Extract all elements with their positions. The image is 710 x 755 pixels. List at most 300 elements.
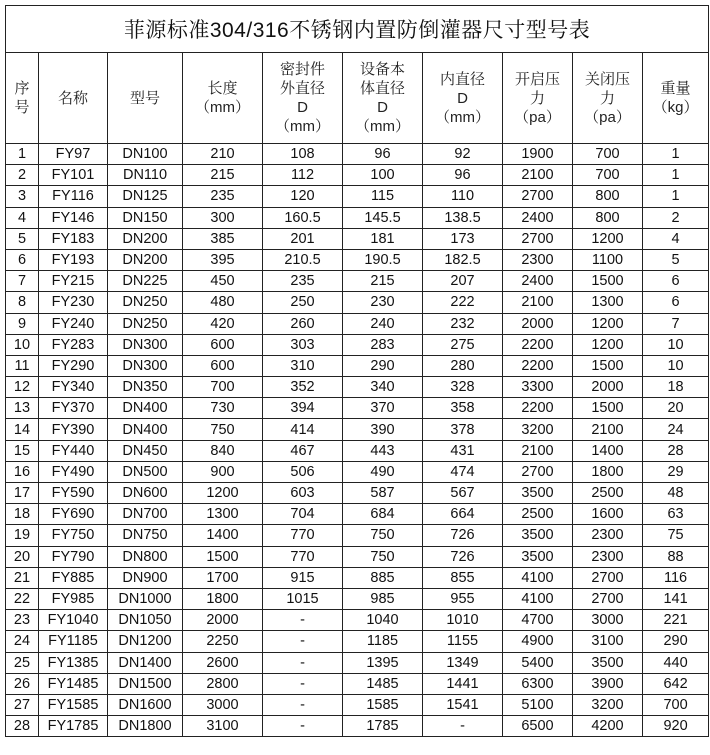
cell-name: FY193	[39, 249, 108, 270]
cell-name: FY101	[39, 165, 108, 186]
cell-weight: 290	[643, 631, 709, 652]
cell-opening-pressure: 2200	[503, 355, 573, 376]
table-row	[6, 631, 709, 652]
table-row	[6, 292, 709, 313]
cell-name: FY240	[39, 313, 108, 334]
cell-closing-pressure: 3200	[573, 694, 643, 715]
cell-inner-diameter: -	[423, 716, 503, 737]
cell-model: DN600	[108, 483, 183, 504]
header-line: 型号	[129, 89, 160, 107]
cell-name: FY750	[39, 525, 108, 546]
cell-name: FY1785	[39, 716, 108, 737]
cell-body-diameter: 750	[343, 525, 423, 546]
cell-seal-outer-diameter: 414	[263, 419, 343, 440]
header-line: D	[457, 89, 468, 107]
cell-inner-diameter: 474	[423, 461, 503, 482]
cell-model: DN450	[108, 440, 183, 461]
cell-opening-pressure: 2200	[503, 334, 573, 355]
cell-closing-pressure: 2000	[573, 377, 643, 398]
cell-body-diameter: 370	[343, 398, 423, 419]
cell-weight: 5	[643, 249, 709, 270]
cell-weight: 7	[643, 313, 709, 334]
cell-index: 11	[6, 355, 39, 376]
cell-length: 235	[183, 186, 263, 207]
cell-body-diameter: 985	[343, 588, 423, 609]
cell-name: FY146	[39, 207, 108, 228]
cell-closing-pressure: 800	[573, 207, 643, 228]
cell-model: DN400	[108, 398, 183, 419]
cell-model: DN1050	[108, 610, 183, 631]
cell-body-diameter: 390	[343, 419, 423, 440]
cell-index: 23	[6, 610, 39, 631]
table-row	[6, 186, 709, 207]
cell-body-diameter: 181	[343, 228, 423, 249]
cell-seal-outer-diameter: 704	[263, 504, 343, 525]
cell-inner-diameter: 726	[423, 525, 503, 546]
cell-index: 21	[6, 567, 39, 588]
header-line: 开启压	[514, 70, 560, 88]
cell-body-diameter: 443	[343, 440, 423, 461]
cell-inner-diameter: 96	[423, 165, 503, 186]
cell-seal-outer-diameter: -	[263, 631, 343, 652]
cell-body-diameter: 1395	[343, 652, 423, 673]
cell-weight: 1	[643, 165, 709, 186]
cell-inner-diameter: 431	[423, 440, 503, 461]
cell-seal-outer-diameter: -	[263, 716, 343, 737]
cell-seal-outer-diameter: -	[263, 610, 343, 631]
cell-name: FY1385	[39, 652, 108, 673]
table-row	[6, 207, 709, 228]
cell-opening-pressure: 2000	[503, 313, 573, 334]
table-row	[6, 144, 709, 165]
cell-opening-pressure: 3300	[503, 377, 573, 398]
cell-name: FY1485	[39, 673, 108, 694]
cell-weight: 28	[643, 440, 709, 461]
cell-inner-diameter: 1155	[423, 631, 503, 652]
cell-model: DN300	[108, 355, 183, 376]
cell-model: DN750	[108, 525, 183, 546]
table-body	[6, 144, 709, 737]
cell-seal-outer-diameter: 310	[263, 355, 343, 376]
table-row	[6, 673, 709, 694]
cell-seal-outer-diameter: 201	[263, 228, 343, 249]
cell-inner-diameter: 232	[423, 313, 503, 334]
cell-opening-pressure: 4900	[503, 631, 573, 652]
cell-seal-outer-diameter: 250	[263, 292, 343, 313]
cell-weight: 29	[643, 461, 709, 482]
cell-length: 1400	[183, 525, 263, 546]
cell-body-diameter: 115	[343, 186, 423, 207]
table-row	[6, 567, 709, 588]
cell-model: DN800	[108, 546, 183, 567]
cell-model: DN900	[108, 567, 183, 588]
cell-opening-pressure: 3500	[503, 546, 573, 567]
cell-model: DN250	[108, 292, 183, 313]
header-line: 内直径	[439, 70, 485, 88]
cell-inner-diameter: 567	[423, 483, 503, 504]
cell-opening-pressure: 2200	[503, 398, 573, 419]
cell-closing-pressure: 1200	[573, 313, 643, 334]
table-row	[6, 546, 709, 567]
cell-closing-pressure: 1400	[573, 440, 643, 461]
cell-index: 4	[6, 207, 39, 228]
cell-index: 12	[6, 377, 39, 398]
cell-inner-diameter: 328	[423, 377, 503, 398]
cell-weight: 440	[643, 652, 709, 673]
cell-inner-diameter: 358	[423, 398, 503, 419]
cell-body-diameter: 1585	[343, 694, 423, 715]
header-row	[6, 53, 709, 144]
cell-index: 10	[6, 334, 39, 355]
header-line: 关闭压	[584, 70, 630, 88]
cell-length: 750	[183, 419, 263, 440]
cell-model: DN500	[108, 461, 183, 482]
cell-closing-pressure: 2300	[573, 525, 643, 546]
cell-index: 28	[6, 716, 39, 737]
cell-model: DN1600	[108, 694, 183, 715]
cell-opening-pressure: 3500	[503, 525, 573, 546]
table-row	[6, 483, 709, 504]
cell-weight: 116	[643, 567, 709, 588]
cell-model: DN1800	[108, 716, 183, 737]
cell-body-diameter: 587	[343, 483, 423, 504]
table-row	[6, 419, 709, 440]
cell-weight: 2	[643, 207, 709, 228]
table-row	[6, 249, 709, 270]
cell-opening-pressure: 2700	[503, 228, 573, 249]
cell-inner-diameter: 664	[423, 504, 503, 525]
cell-inner-diameter: 1441	[423, 673, 503, 694]
cell-inner-diameter: 138.5	[423, 207, 503, 228]
column-header-length	[183, 53, 263, 144]
cell-inner-diameter: 110	[423, 186, 503, 207]
column-header-opening-pressure	[503, 53, 573, 144]
cell-opening-pressure: 2100	[503, 292, 573, 313]
cell-inner-diameter: 182.5	[423, 249, 503, 270]
cell-closing-pressure: 800	[573, 186, 643, 207]
cell-opening-pressure: 2700	[503, 186, 573, 207]
cell-weight: 20	[643, 398, 709, 419]
cell-model: DN100	[108, 144, 183, 165]
cell-length: 300	[183, 207, 263, 228]
cell-length: 900	[183, 461, 263, 482]
cell-model: DN200	[108, 249, 183, 270]
column-header-body-diameter	[343, 53, 423, 144]
cell-seal-outer-diameter: 506	[263, 461, 343, 482]
cell-name: FY97	[39, 144, 108, 165]
table-row	[6, 165, 709, 186]
cell-length: 840	[183, 440, 263, 461]
table-row	[6, 313, 709, 334]
header-line: 外直径	[279, 80, 325, 97]
cell-body-diameter: 290	[343, 355, 423, 376]
cell-opening-pressure: 6300	[503, 673, 573, 694]
cell-index: 9	[6, 313, 39, 334]
table-row	[6, 355, 709, 376]
cell-index: 13	[6, 398, 39, 419]
cell-inner-diameter: 855	[423, 567, 503, 588]
cell-name: FY390	[39, 419, 108, 440]
cell-index: 16	[6, 461, 39, 482]
cell-model: DN400	[108, 419, 183, 440]
header-line: 力	[599, 89, 615, 107]
cell-model: DN1500	[108, 673, 183, 694]
cell-closing-pressure: 1100	[573, 249, 643, 270]
cell-opening-pressure: 5100	[503, 694, 573, 715]
cell-inner-diameter: 1541	[423, 694, 503, 715]
cell-inner-diameter: 955	[423, 588, 503, 609]
cell-weight: 6	[643, 271, 709, 292]
cell-name: FY283	[39, 334, 108, 355]
cell-seal-outer-diameter: 770	[263, 525, 343, 546]
cell-body-diameter: 1485	[343, 673, 423, 694]
cell-closing-pressure: 1200	[573, 228, 643, 249]
cell-body-diameter: 190.5	[343, 249, 423, 270]
cell-closing-pressure: 3500	[573, 652, 643, 673]
cell-closing-pressure: 4200	[573, 716, 643, 737]
cell-closing-pressure: 3100	[573, 631, 643, 652]
header-line: 设备本	[359, 61, 405, 78]
cell-seal-outer-diameter: -	[263, 673, 343, 694]
table-row	[6, 228, 709, 249]
cell-model: DN125	[108, 186, 183, 207]
header-line: （mm）	[195, 99, 250, 116]
cell-inner-diameter: 1010	[423, 610, 503, 631]
header-line: （mm）	[435, 108, 490, 126]
column-header-seal-outer-diameter	[263, 53, 343, 144]
cell-length: 2000	[183, 610, 263, 631]
cell-weight: 88	[643, 546, 709, 567]
cell-length: 480	[183, 292, 263, 313]
header-line: （mm）	[275, 118, 330, 135]
cell-closing-pressure: 1200	[573, 334, 643, 355]
header-line: 密封件	[279, 61, 325, 78]
cell-inner-diameter: 222	[423, 292, 503, 313]
cell-body-diameter: 1185	[343, 631, 423, 652]
cell-seal-outer-diameter: 467	[263, 440, 343, 461]
cell-model: DN350	[108, 377, 183, 398]
cell-body-diameter: 1785	[343, 716, 423, 737]
table-row	[6, 588, 709, 609]
cell-body-diameter: 215	[343, 271, 423, 292]
cell-closing-pressure: 1300	[573, 292, 643, 313]
cell-body-diameter: 100	[343, 165, 423, 186]
cell-model: DN1400	[108, 652, 183, 673]
cell-model: DN150	[108, 207, 183, 228]
cell-closing-pressure: 2300	[573, 546, 643, 567]
cell-weight: 10	[643, 334, 709, 355]
cell-closing-pressure: 3000	[573, 610, 643, 631]
cell-seal-outer-diameter: 112	[263, 165, 343, 186]
cell-opening-pressure: 5400	[503, 652, 573, 673]
cell-name: FY790	[39, 546, 108, 567]
cell-closing-pressure: 1500	[573, 355, 643, 376]
cell-model: DN700	[108, 504, 183, 525]
header-line: （kg）	[652, 99, 699, 116]
cell-name: FY370	[39, 398, 108, 419]
cell-index: 19	[6, 525, 39, 546]
cell-index: 7	[6, 271, 39, 292]
cell-opening-pressure: 3500	[503, 483, 573, 504]
cell-opening-pressure: 1900	[503, 144, 573, 165]
cell-weight: 24	[643, 419, 709, 440]
cell-length: 2800	[183, 673, 263, 694]
cell-length: 3100	[183, 716, 263, 737]
cell-seal-outer-diameter: 120	[263, 186, 343, 207]
cell-body-diameter: 283	[343, 334, 423, 355]
header-line: （pa）	[514, 108, 561, 126]
cell-opening-pressure: 2100	[503, 165, 573, 186]
cell-weight: 48	[643, 483, 709, 504]
header-line: 长度	[207, 80, 238, 97]
cell-opening-pressure: 2300	[503, 249, 573, 270]
cell-length: 1700	[183, 567, 263, 588]
cell-length: 1800	[183, 588, 263, 609]
cell-name: FY116	[39, 186, 108, 207]
cell-opening-pressure: 4100	[503, 588, 573, 609]
cell-weight: 642	[643, 673, 709, 694]
table-row	[6, 716, 709, 737]
cell-length: 2250	[183, 631, 263, 652]
cell-length: 3000	[183, 694, 263, 715]
header-line: （pa）	[584, 108, 631, 126]
cell-inner-diameter: 280	[423, 355, 503, 376]
cell-inner-diameter: 726	[423, 546, 503, 567]
cell-name: FY1040	[39, 610, 108, 631]
cell-length: 395	[183, 249, 263, 270]
table-row	[6, 525, 709, 546]
cell-closing-pressure: 1500	[573, 398, 643, 419]
table-title: 菲源标准304/316不锈钢内置防倒灌器尺寸型号表	[6, 6, 709, 53]
cell-weight: 1	[643, 144, 709, 165]
cell-name: FY290	[39, 355, 108, 376]
cell-body-diameter: 340	[343, 377, 423, 398]
header-line: 号	[14, 99, 30, 116]
table-row	[6, 610, 709, 631]
cell-name: FY1585	[39, 694, 108, 715]
cell-name: FY1185	[39, 631, 108, 652]
cell-inner-diameter: 207	[423, 271, 503, 292]
cell-weight: 221	[643, 610, 709, 631]
column-header-inner-diameter	[423, 53, 503, 144]
cell-name: FY690	[39, 504, 108, 525]
cell-model: DN1200	[108, 631, 183, 652]
table-row	[6, 398, 709, 419]
cell-model: DN250	[108, 313, 183, 334]
cell-body-diameter: 885	[343, 567, 423, 588]
cell-opening-pressure: 2500	[503, 504, 573, 525]
cell-length: 600	[183, 355, 263, 376]
cell-index: 14	[6, 419, 39, 440]
cell-weight: 75	[643, 525, 709, 546]
header-line: （mm）	[355, 118, 410, 135]
cell-seal-outer-diameter: 260	[263, 313, 343, 334]
cell-inner-diameter: 275	[423, 334, 503, 355]
cell-length: 700	[183, 377, 263, 398]
cell-closing-pressure: 2700	[573, 567, 643, 588]
column-header-name	[39, 53, 108, 144]
column-header-model	[108, 53, 183, 144]
cell-body-diameter: 230	[343, 292, 423, 313]
cell-closing-pressure: 700	[573, 165, 643, 186]
cell-length: 210	[183, 144, 263, 165]
cell-name: FY490	[39, 461, 108, 482]
table-row	[6, 440, 709, 461]
cell-weight: 920	[643, 716, 709, 737]
cell-length: 600	[183, 334, 263, 355]
cell-seal-outer-diameter: 915	[263, 567, 343, 588]
cell-closing-pressure: 2100	[573, 419, 643, 440]
cell-index: 15	[6, 440, 39, 461]
cell-index: 18	[6, 504, 39, 525]
cell-seal-outer-diameter: 770	[263, 546, 343, 567]
cell-length: 420	[183, 313, 263, 334]
cell-inner-diameter: 378	[423, 419, 503, 440]
cell-index: 27	[6, 694, 39, 715]
cell-opening-pressure: 3200	[503, 419, 573, 440]
cell-model: DN200	[108, 228, 183, 249]
cell-weight: 18	[643, 377, 709, 398]
cell-seal-outer-diameter: 603	[263, 483, 343, 504]
cell-opening-pressure: 2100	[503, 440, 573, 461]
cell-name: FY183	[39, 228, 108, 249]
header-line: D	[377, 99, 388, 116]
column-header-weight	[643, 53, 709, 144]
table-row	[6, 461, 709, 482]
cell-index: 3	[6, 186, 39, 207]
cell-closing-pressure: 2700	[573, 588, 643, 609]
cell-seal-outer-diameter: 352	[263, 377, 343, 398]
cell-index: 17	[6, 483, 39, 504]
cell-body-diameter: 750	[343, 546, 423, 567]
spec-table	[5, 5, 709, 737]
cell-index: 6	[6, 249, 39, 270]
cell-index: 25	[6, 652, 39, 673]
header-line: D	[297, 99, 308, 116]
cell-body-diameter: 684	[343, 504, 423, 525]
cell-opening-pressure: 2700	[503, 461, 573, 482]
table-row	[6, 694, 709, 715]
cell-closing-pressure: 3900	[573, 673, 643, 694]
cell-length: 1300	[183, 504, 263, 525]
cell-body-diameter: 1040	[343, 610, 423, 631]
cell-closing-pressure: 2500	[573, 483, 643, 504]
cell-weight: 63	[643, 504, 709, 525]
cell-model: DN300	[108, 334, 183, 355]
header-line: 名称	[57, 89, 88, 107]
cell-opening-pressure: 2400	[503, 271, 573, 292]
cell-seal-outer-diameter: 210.5	[263, 249, 343, 270]
cell-closing-pressure: 700	[573, 144, 643, 165]
cell-index: 24	[6, 631, 39, 652]
cell-closing-pressure: 1800	[573, 461, 643, 482]
header-line: 力	[529, 89, 545, 107]
cell-length: 450	[183, 271, 263, 292]
cell-name: FY230	[39, 292, 108, 313]
cell-model: DN110	[108, 165, 183, 186]
cell-opening-pressure: 4100	[503, 567, 573, 588]
cell-length: 1200	[183, 483, 263, 504]
table-row	[6, 652, 709, 673]
cell-index: 2	[6, 165, 39, 186]
column-header-closing-pressure	[573, 53, 643, 144]
cell-inner-diameter: 1349	[423, 652, 503, 673]
cell-length: 385	[183, 228, 263, 249]
cell-length: 730	[183, 398, 263, 419]
cell-index: 22	[6, 588, 39, 609]
cell-index: 5	[6, 228, 39, 249]
cell-weight: 4	[643, 228, 709, 249]
